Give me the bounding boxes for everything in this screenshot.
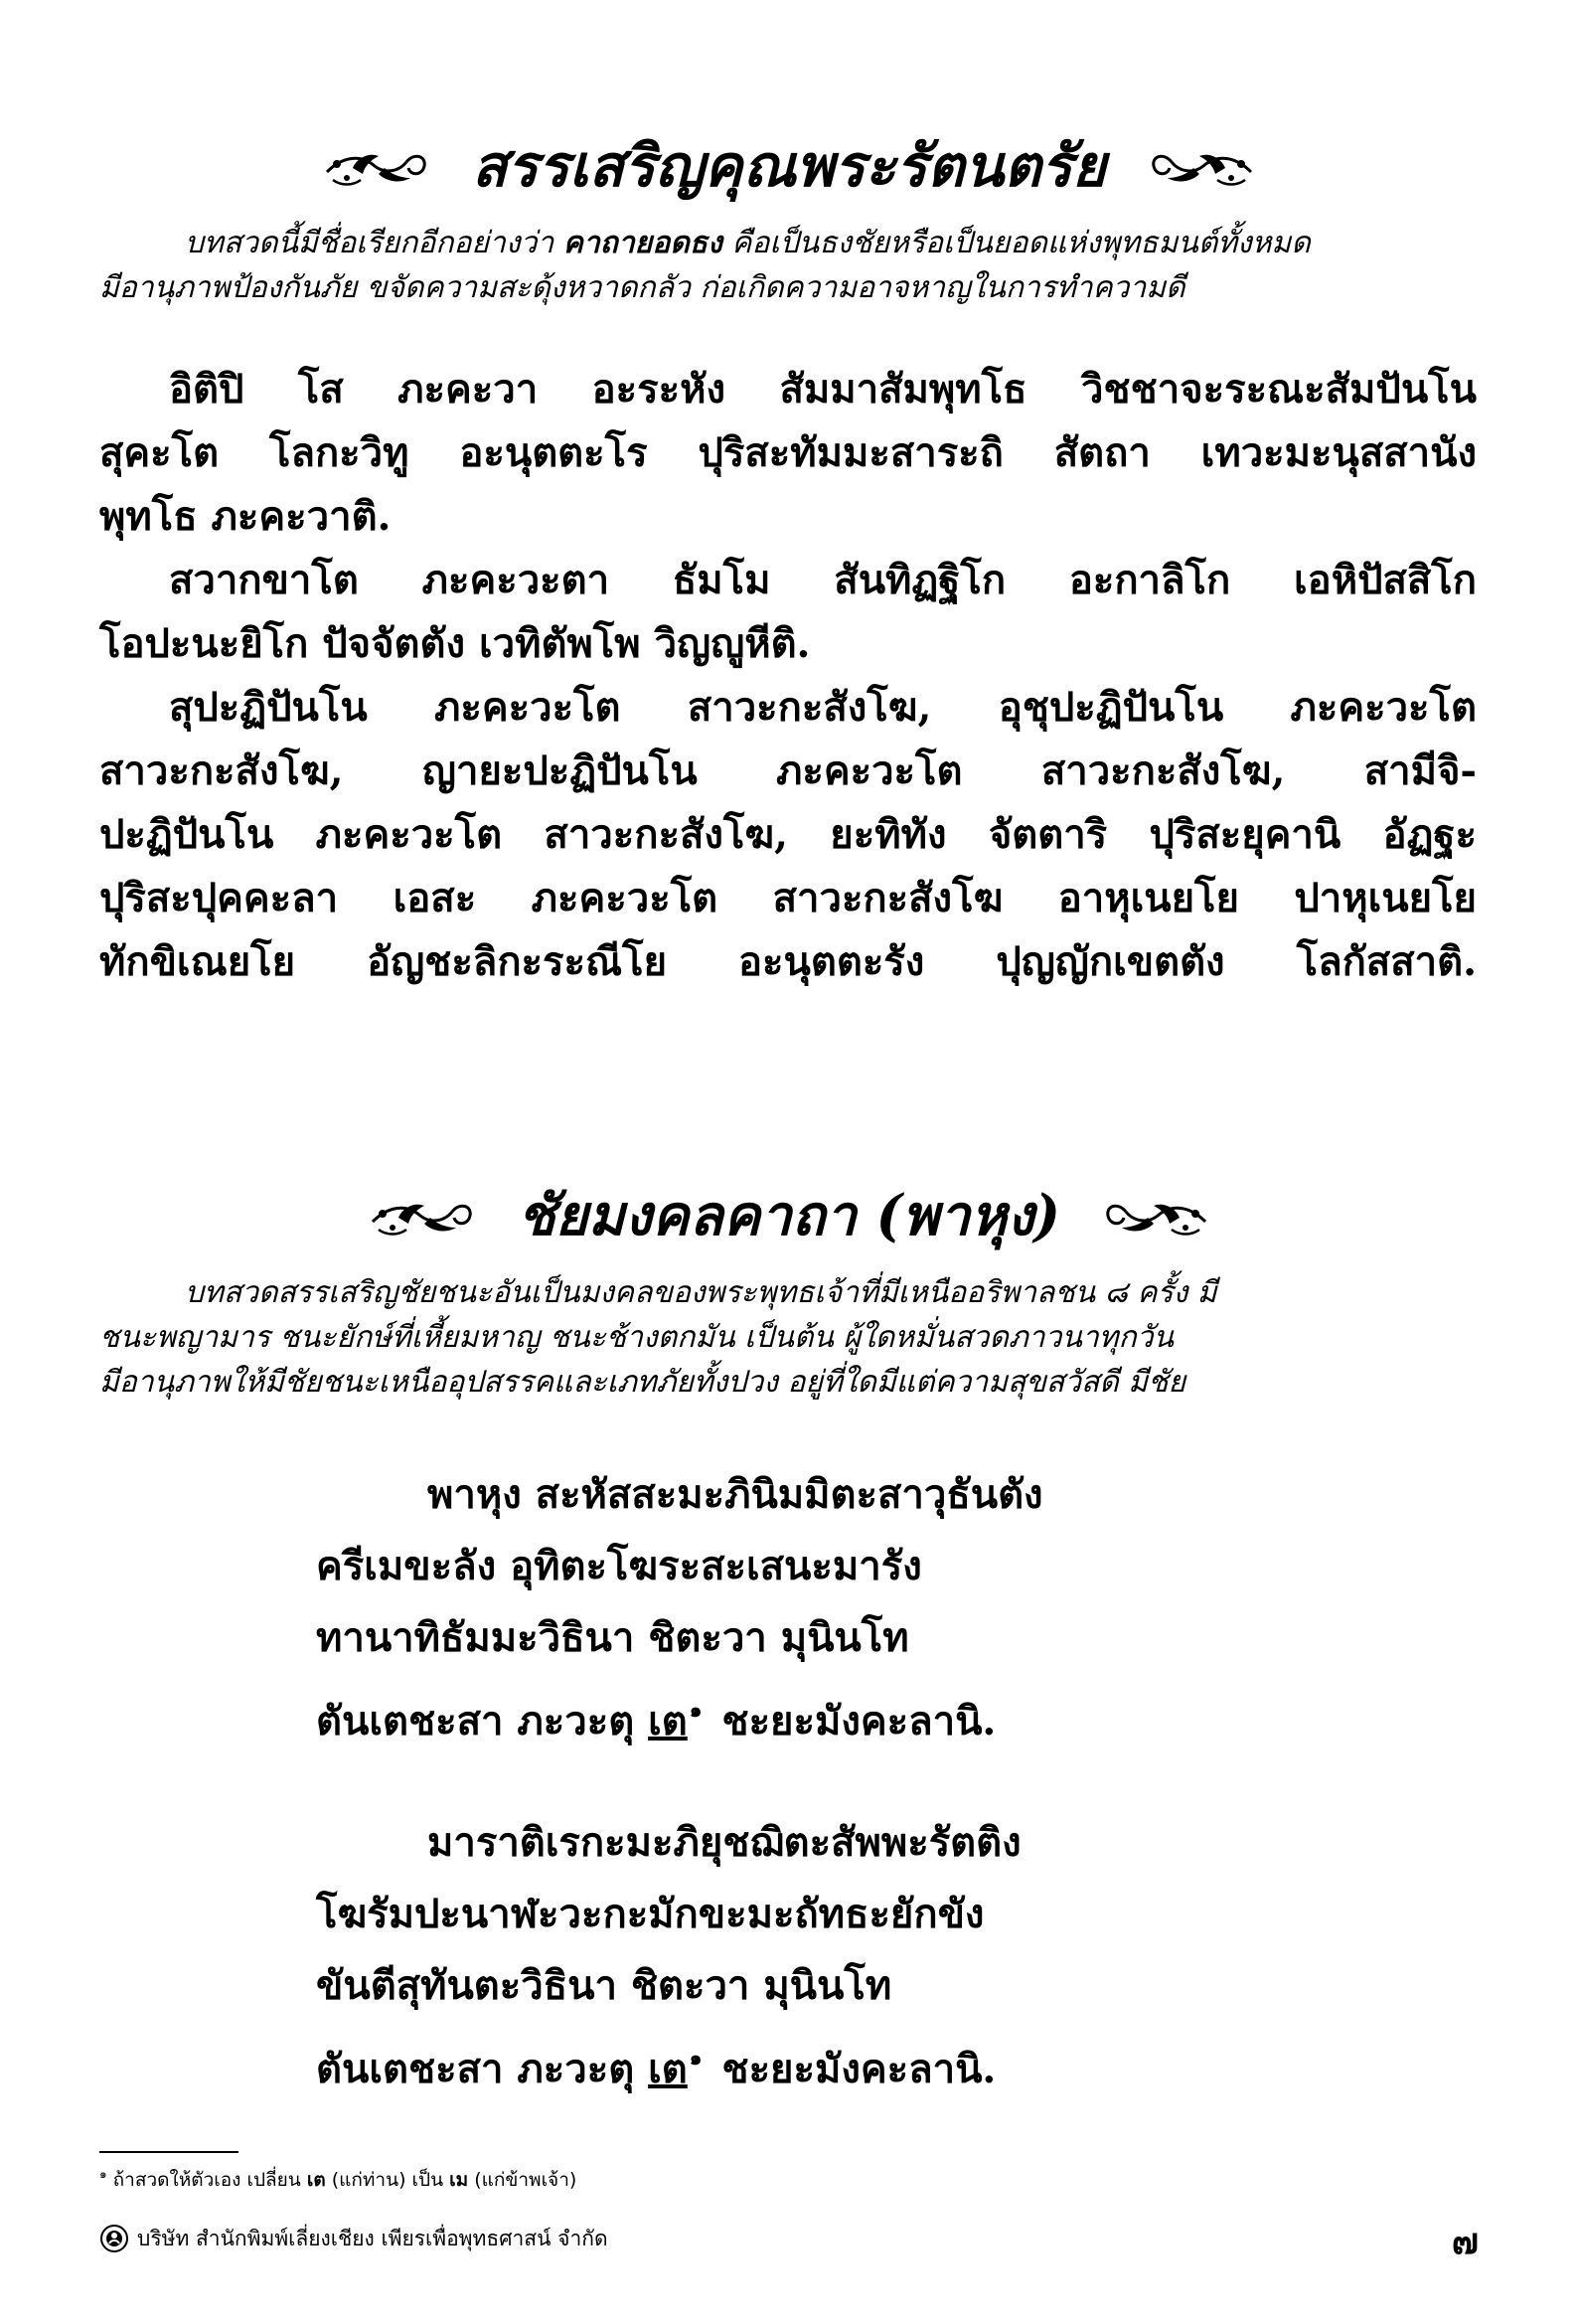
verse-line: สาวะกะสังโฆ, ญายะปะฏิปันโน ภะคะวะโต สาวะกะสังโฆ, สามีจิ- (99, 747, 1477, 794)
flourish-ornament-icon (323, 138, 430, 194)
intro-line (99, 221, 1451, 265)
intro-highlight: คาถายอดธง (562, 226, 722, 260)
section1-title: สรรเสริญคุณพระรัตนตรัย (472, 132, 1106, 200)
intro-line: มีอานุภาพให้มีชัยชนะเหนืออุปสรรคและเภทภัยทั้งปวง อยู่ที่ใดมีแต่ความสุขสวัสดี มีชัย (99, 1365, 1186, 1400)
verse-line: สุปะฏิปันโน ภะคะวะโต สาวะกะสังโฆ, อุชุปะฏิปันโน ภะคะวะโต (169, 684, 1477, 731)
poem-line (316, 2022, 1210, 2105)
intro-text: คือเป็นธงชัยหรือเป็นยอดแห่งพุทธมนต์ทั้งหมด (731, 226, 1311, 260)
section1-intro (99, 221, 1451, 310)
section1-verse (99, 358, 1477, 994)
intro-line: มีอานุภาพป้องกันภัย ขจัดความสะดุ้งหวาดกลัว ก่อเกิดความอาจหาญในการทำความดี (99, 270, 1185, 305)
verse-line: ปะฏิปันโน ภะคะวะโต สาวะกะสังโฆ, ยะทิทัง จัตตาริ ปุริสะยุคานิ อัฏฐะ (99, 811, 1477, 858)
poem-text: ตันเตชะสา ภะวะตุ (316, 1698, 635, 1744)
publisher-logo-icon (99, 2224, 129, 2253)
verse-line: พุทโธ ภะคะวาติ. (99, 493, 392, 540)
footnote (99, 2165, 576, 2195)
poem-line: ครีเมขะลัง อุทิตะโฆระสะเสนะมารัง (316, 1543, 922, 1589)
footnote-word: เต (306, 2169, 326, 2191)
intro-text: บทสวดนี้มีชื่อเรียกอีกอย่างว่า (185, 226, 554, 260)
poem-line: มาราติเรกะมะภิยุชฌิตะสัพพะรัตติง (427, 1819, 1022, 1866)
section2-title: ชัยมงคลคาถา (พาหุง) (517, 1183, 1061, 1248)
footnote-text: ถ้าสวดให้ตัวเอง เปลี่ยน (112, 2169, 301, 2191)
footnote-text: (แก่ท่าน) เป็น (331, 2169, 444, 2191)
section1-heading (0, 119, 1578, 212)
footnote-marker: ๑ (99, 2167, 107, 2181)
footnote-marker: ๑ (689, 1698, 703, 1722)
poem-text: ชะยะมังคะลานิ. (721, 2046, 997, 2092)
underlined-word: เต (648, 1698, 688, 1744)
verse-line: สวากขาโต ภะคะวะตา ธัมโม สันทิฏฐิโก อะกาลิโก เอหิปัสสิโก (169, 557, 1477, 603)
page-footer (99, 2219, 608, 2258)
poem-text: ตันเตชะสา ภะวะตุ (316, 2046, 635, 2092)
footnote-text: (แก่ข้าพเจ้า) (474, 2169, 577, 2191)
publisher-name: บริษัท สำนักพิมพ์เลี่ยงเชียง เพียรเพื่อพุทธศาสน์ จำกัด (137, 2226, 608, 2250)
verse-line: สุคะโต โลกะวิทู อะนุตตะโร ปุริสะทัมมะสาระถิ สัตถา เทวะมะนุสสานัง (99, 429, 1477, 476)
flourish-ornament-icon (1102, 1188, 1209, 1244)
poem-text: ชะยะมังคะลานิ. (721, 1698, 997, 1744)
stanza-1 (316, 1459, 1210, 1757)
stanza-2 (316, 1807, 1210, 2105)
footnote-word: เม (449, 2169, 469, 2191)
poem-line (316, 1674, 1210, 1757)
section2-heading (0, 1171, 1578, 1259)
poem-line: พาหุง สะหัสสะมะภินิมมิตะสาวุธันตัง (427, 1471, 1043, 1518)
page-number: ๗ (1451, 2221, 1479, 2262)
intro-line: ชนะพญามาร ชนะยักษ์ที่เหี้ยมหาญ ชนะช้างตกมัน เป็นต้น ผู้ใดหมั่นสวดภาวนาทุกวัน (99, 1320, 1174, 1355)
footnote-divider (99, 2151, 238, 2153)
verse-line: อิติปิ โส ภะคะวา อะระหัง สัมมาสัมพุทโธ วิชชาจะระณะสัมปันโน (169, 366, 1477, 413)
flourish-ornament-icon (369, 1188, 476, 1244)
intro-line: บทสวดสรรเสริญชัยชนะอันเป็นมงคลของพระพุทธเจ้าที่มีเหนืออริพาลชน ๘ ครั้ง มี (185, 1275, 1217, 1310)
verse-line: โอปะนะยิโก ปัจจัตตัง เวทิตัพโพ วิญญูหีติ. (99, 620, 811, 667)
poem-line: ขันตีสุทันตะวิธินา ชิตะวา มุนินโท (316, 1962, 892, 2009)
poem-line: ทานาทิธัมมะวิธินา ชิตะวา มุนินโท (316, 1614, 909, 1661)
underlined-word: เต (648, 2046, 688, 2092)
verse-line: ทักขิเณยโย อัญชะลิกะระณีโย อะนุตตะรัง ปุญญักเขตตัง โลกัสสาติ. (99, 938, 1477, 985)
footnote-marker: ๑ (689, 2046, 703, 2070)
flourish-ornament-icon (1148, 138, 1255, 194)
poem-line: โฆรัมปะนาฬะวะกะมักขะมะถัทธะยักขัง (316, 1891, 985, 1937)
verse-line: ปุริสะปุคคะลา เอสะ ภะคะวะโต สาวะกะสังโฆ อาหุเนยโย ปาหุเนยโย (99, 875, 1477, 921)
section2-intro (99, 1270, 1451, 1405)
